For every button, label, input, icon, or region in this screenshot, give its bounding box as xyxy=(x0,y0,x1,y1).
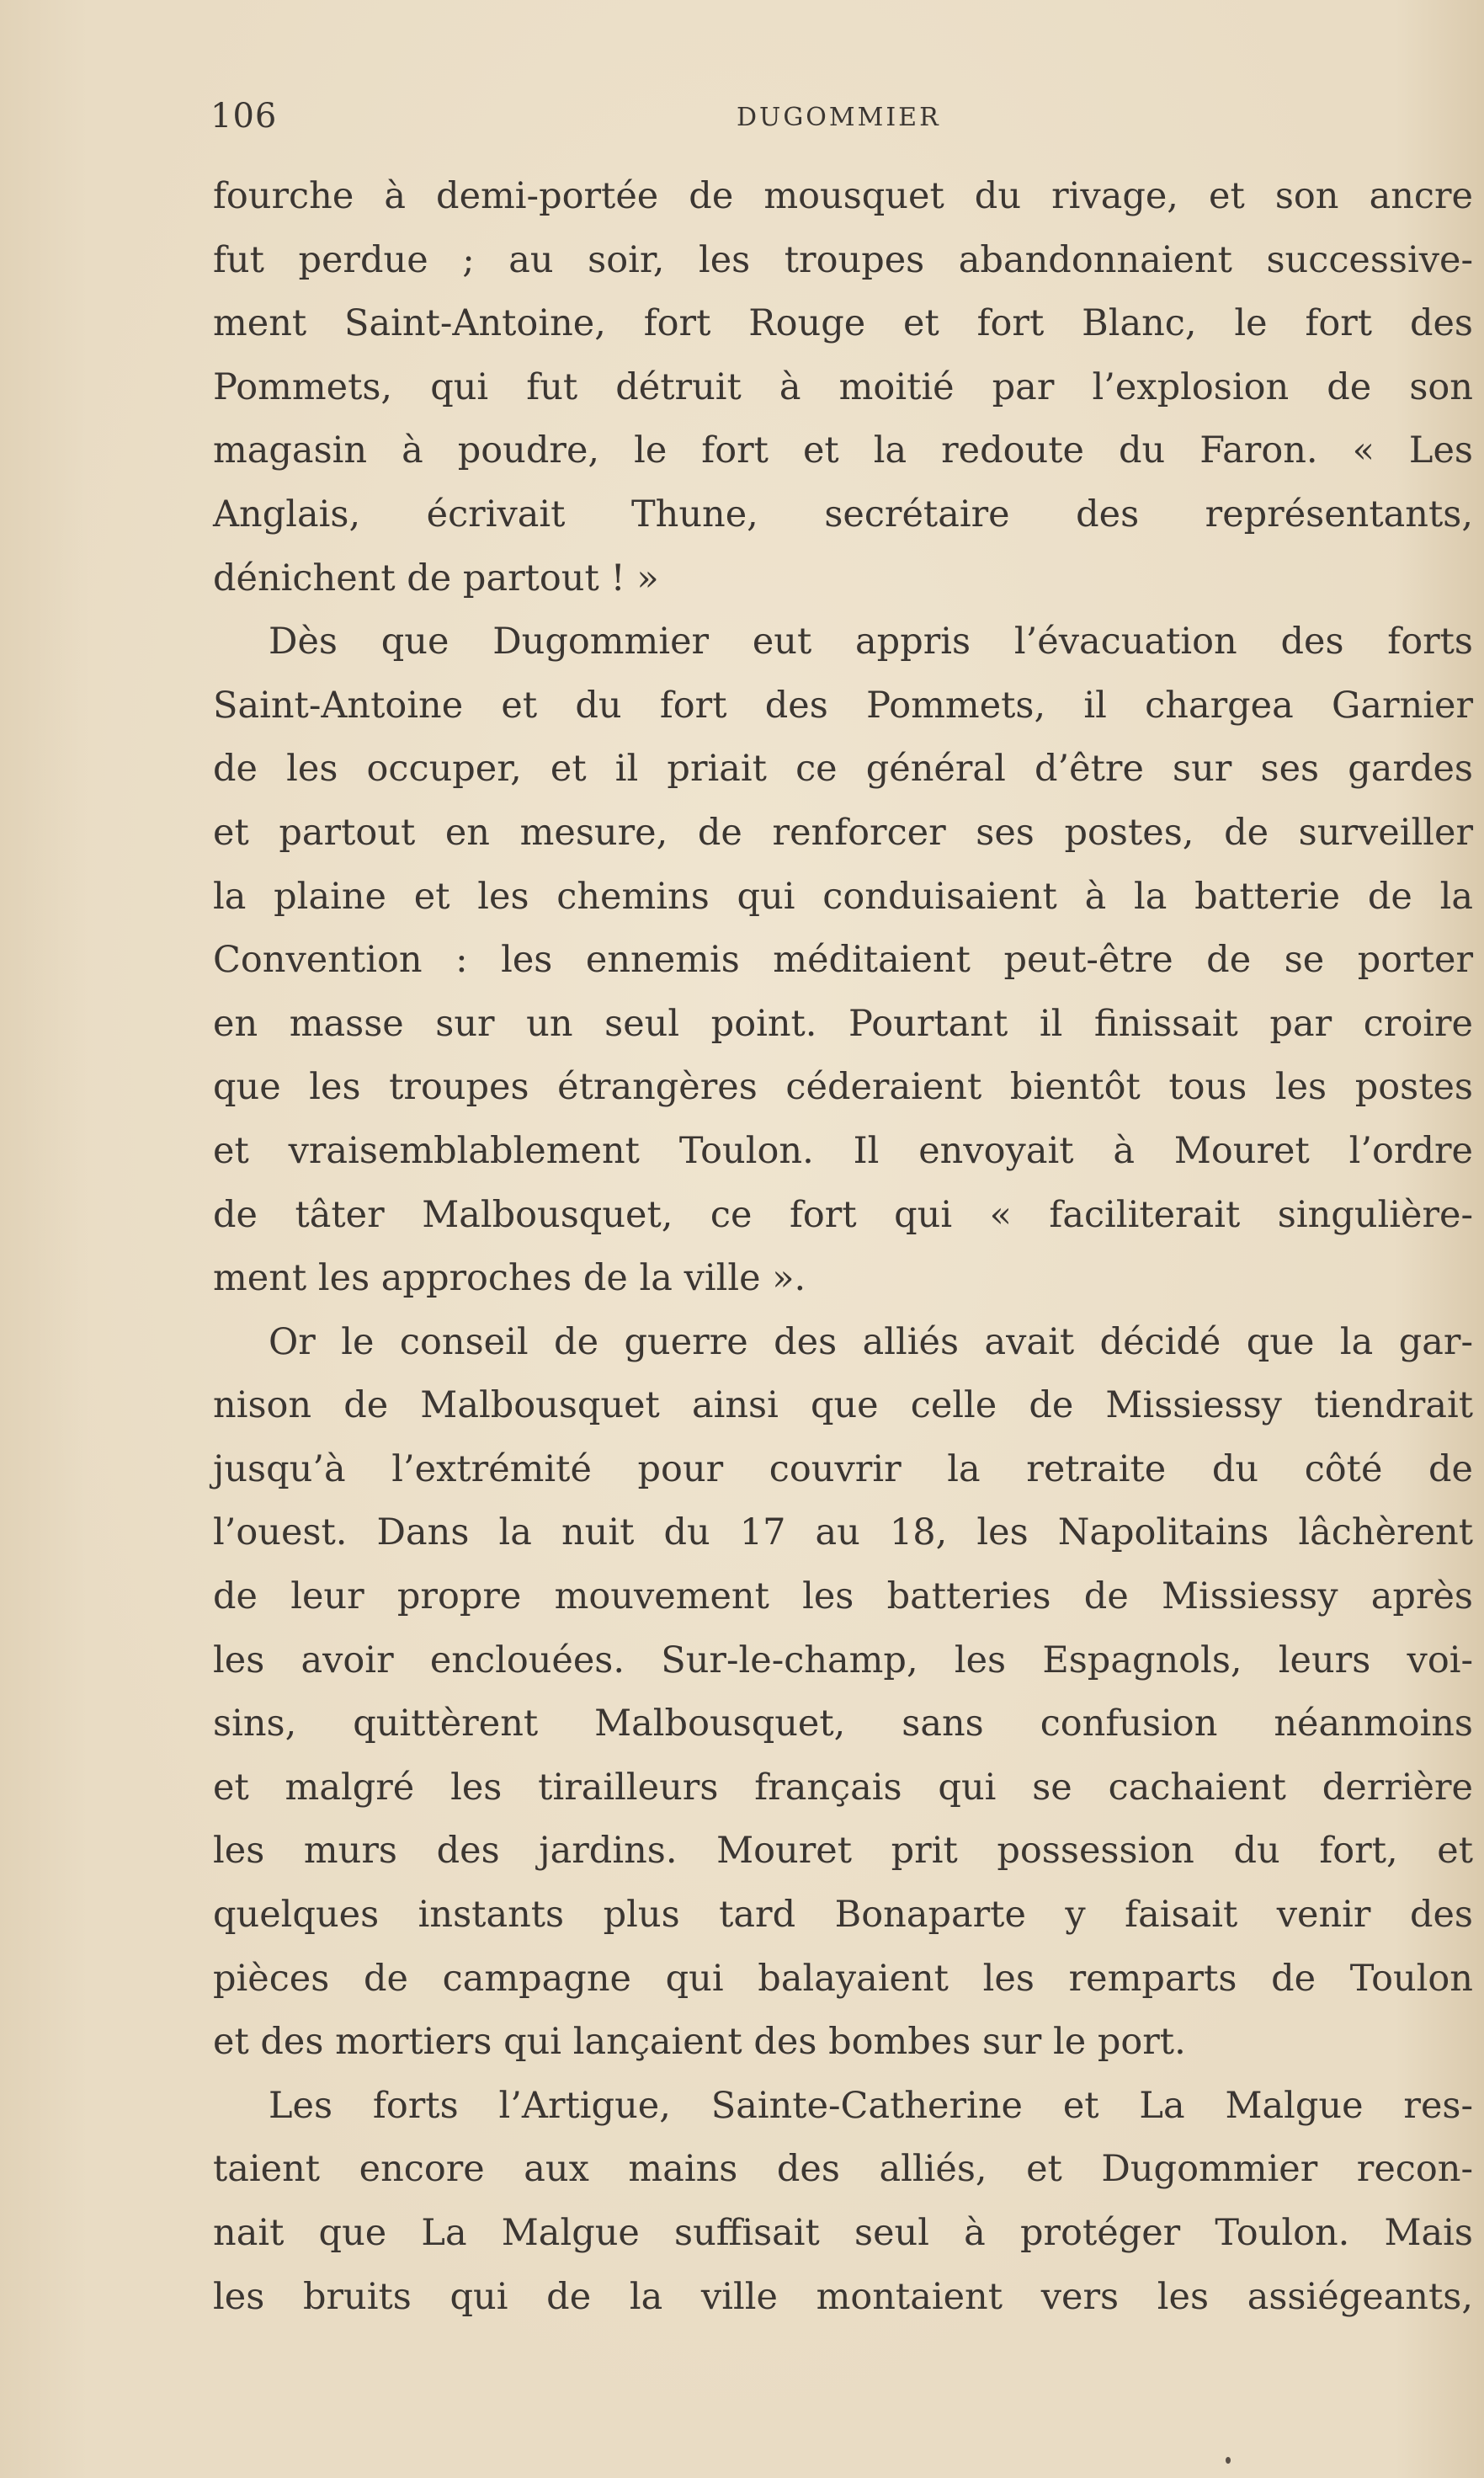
text-line: nison de Malbousquet ainsi que celle de Missiessy tiendrait xyxy=(213,1384,1473,1427)
text-line: de leur propre mouvement les batteries de Missiessy après xyxy=(213,1575,1473,1618)
running-head: DUGOMMIER xyxy=(737,103,941,132)
text-line: fut perdue ; au soir, les troupes abandonnaient successive- xyxy=(213,238,1473,281)
text-line: taient encore aux mains des alliés, et Dugommier recon- xyxy=(213,2148,1473,2191)
text-line: Anglais, écrivait Thune, secrétaire des représentants, xyxy=(213,493,1473,536)
text-line: pièces de campagne qui balayaient les remparts de Toulon xyxy=(213,1957,1473,2000)
text-line: l’ouest. Dans la nuit du 17 au 18, les Napolitains lâchèrent xyxy=(213,1511,1473,1554)
ink-speck xyxy=(1226,2457,1231,2464)
text-line: les avoir enclouées. Sur-le-champ, les Espagnols, leurs voi- xyxy=(213,1639,1473,1681)
text-line: ment Saint-Antoine, fort Rouge et fort Blanc, le fort des xyxy=(213,302,1473,345)
text-line: et des mortiers qui lançaient des bombes sur le port. xyxy=(213,2021,1186,2064)
text-line: et vraisemblablement Toulon. Il envoyait à Mouret l’ordre xyxy=(213,1129,1473,1172)
text-line: sins, quittèrent Malbousquet, sans confusion néanmoins xyxy=(213,1703,1473,1745)
text-line: de les occuper, et il priait ce général d’être sur ses gardes xyxy=(213,748,1473,791)
text-line: nait que La Malgue suffisait seul à protéger Toulon. Mais xyxy=(213,2212,1473,2254)
text-line: fourche à demi-portée de mousquet du rivage, et son ancre xyxy=(213,175,1473,217)
text-line: en masse sur un seul point. Pourtant il finissait par croire xyxy=(213,1002,1473,1045)
page-header xyxy=(210,91,1473,141)
text-line: les bruits qui de la ville montaient vers les assiégeants, xyxy=(213,2275,1473,2318)
text-line: magasin à poudre, le fort et la redoute du Faron. « Les xyxy=(213,429,1473,472)
text-line: de tâter Malbousquet, ce fort qui « faciliterait singulière- xyxy=(213,1193,1473,1236)
text-line: Saint-Antoine et du fort des Pommets, il chargea Garnier xyxy=(213,684,1473,727)
text-line: et malgré les tirailleurs français qui se cachaient derrière xyxy=(213,1766,1473,1809)
text-line: les murs des jardins. Mouret prit possession du fort, et xyxy=(213,1830,1473,1873)
text-line: quelques instants plus tard Bonaparte y faisait venir des xyxy=(213,1894,1473,1937)
text-line: jusqu’à l’extrémité pour couvrir la retraite du côté de xyxy=(213,1447,1473,1490)
page-number: 106 xyxy=(210,97,278,136)
text-line: Convention : les ennemis méditaient peut-être de se porter xyxy=(213,939,1473,982)
text-line: Les forts l’Artigue, Sainte-Catherine et La Malgue res- xyxy=(269,2084,1473,2127)
text-line: que les troupes étrangères céderaient bientôt tous les postes xyxy=(213,1066,1473,1109)
text-line: la plaine et les chemins qui conduisaient à la batterie de la xyxy=(213,875,1473,918)
body-text xyxy=(213,165,1473,2329)
text-line: dénichent de partout ! » xyxy=(213,557,659,600)
text-line: ment les approches de la ville ». xyxy=(213,1257,806,1300)
text-line: Or le conseil de guerre des alliés avait décidé que la gar- xyxy=(269,1320,1473,1363)
text-line: et partout en mesure, de renforcer ses postes, de surveiller xyxy=(213,811,1473,854)
text-line: Dès que Dugommier eut appris l’évacuation des forts xyxy=(269,621,1473,663)
text-line: Pommets, qui fut détruit à moitié par l’explosion de son xyxy=(213,365,1473,408)
